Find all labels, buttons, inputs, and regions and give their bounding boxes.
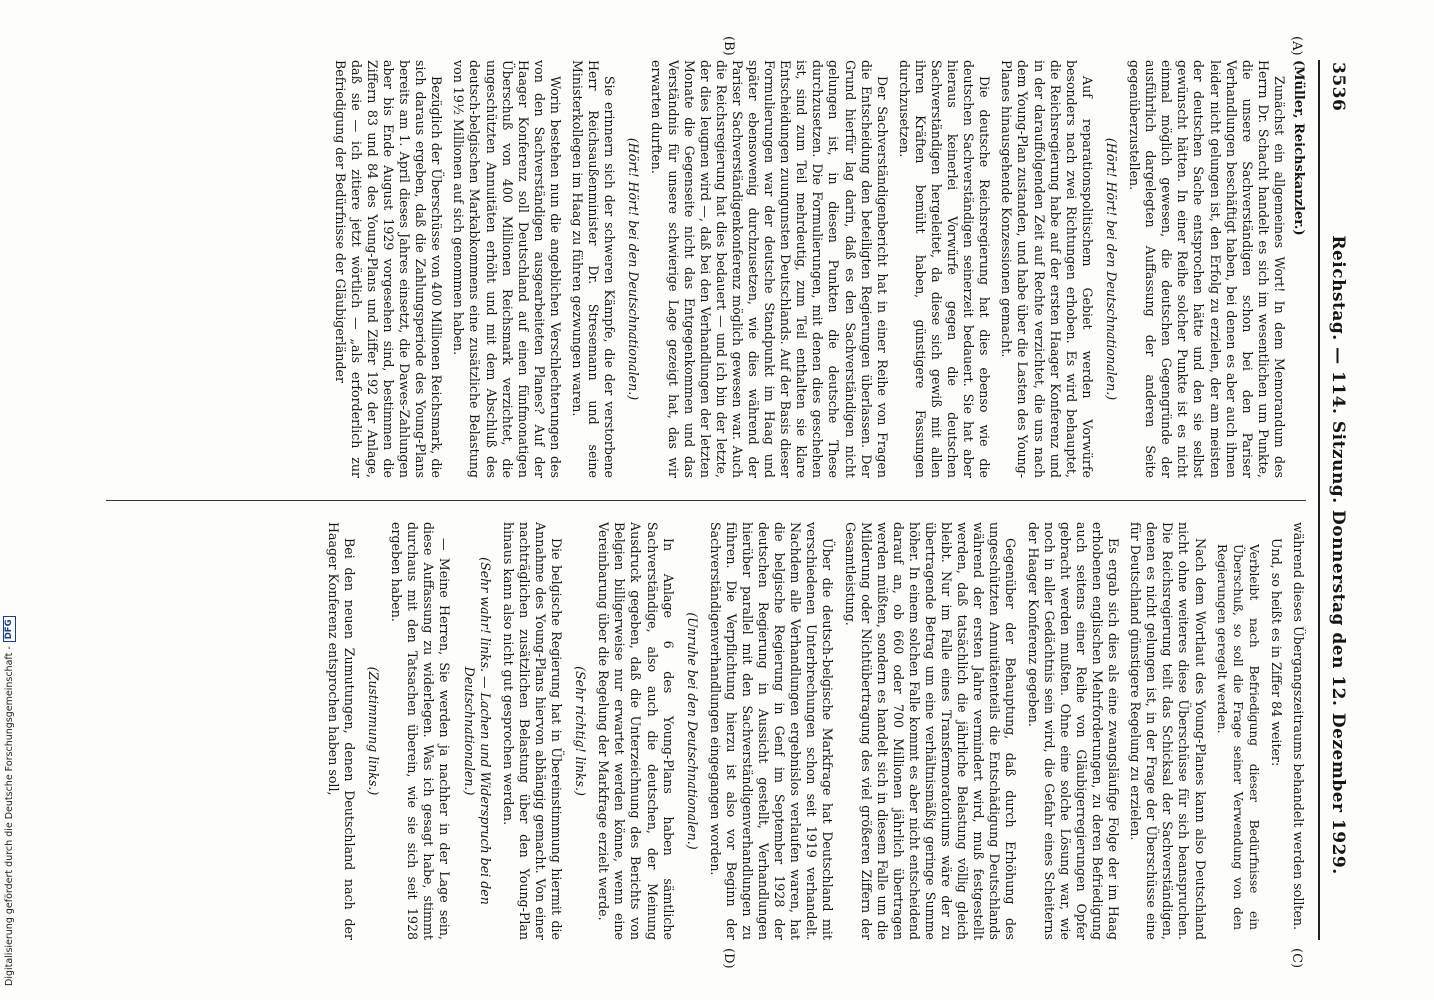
document-page xyxy=(98,36,1352,969)
interjection-note: (Zustimmung links.) xyxy=(366,666,382,796)
text-paragraph: Über die deutsch-belgische Markfrage hat Deutschland mit verschiedenen Unterbrechungen schon seit 1919 verhandelt. Nachdem alle Verhandlungen ergebnislos verlaufen waren, hat die belgische Regierung in Genf im September 1928 der deutschen Regierung in Aussicht gestellt, Verhandlungen hierüber parallel mit den Sachverständigenverhandlungen zu führen. Die Verpflichtung hierzu ist also vor Beginn der Sachverständigenverhandlungen eingegangen worden. xyxy=(707,522,836,940)
text-paragraph: während dieses Übergangszeitraums behandelt werden sollten. xyxy=(1291,522,1306,931)
header-rule xyxy=(1318,60,1320,940)
quoted-passage: Verbleibt nach Befriedigung dieser Bedürfnisse ein Überschuß, so soll die Frage seiner Verwendung von den Regierungen geregelt werden. xyxy=(1214,544,1261,930)
running-header xyxy=(1322,60,1352,940)
interjection-note: (Hört! Hört! bei den Deutschnationalen.) xyxy=(626,137,642,401)
text-paragraph: Und, so heißt es in Ziffer 84 weiter: xyxy=(1268,538,1284,767)
text-paragraph: Es ergab sich dies als eine zwangsläufige Folge der im Haag erhobenen englischen Mehrforderungen, zu deren Befriedigung auch seitens einer Reihe von Gläubigerregierungen Opfer gebracht werden mußten. Ohne eine solche Lösung war, wie noch in aller Gedächtnis sein wird, die Gefahr eines Scheiterns der Haager Konferenz gegeben. xyxy=(1025,522,1122,940)
text-paragraph: Worin bestehen nun die angeblichen Verschlechterungen des von den Sachverständigen ausgearbeiteten Planes? Auf der Haager Konferenz soll Deutschland auf einen fünfmonatigen Überschuß von 400 Millionen Reichsmark verzichtet, die ungeschützten Annuitäten erhöht und mit dem Abschluß des deutsch-belgischen Markabkommens eine zusätzliche Belastung von 19½ Millionen auf sich genommen haben. xyxy=(451,60,563,478)
text-paragraph: Bezüglich der Überschüsse von 400 Millionen Reichsmark, die sich daraus ergeben, daß die Zahlungsperiode des Young-Plans bereits am 1. April dieses Jahres einsetzt, die Dawes-Zahlungen aber bis Ende August 1929 vorgesehen sind, bestimmen die Ziffern 83 und 84 des Young-Plans und Ziffer 192 der Anlage, daß sie — ich zitiere jetzt wörtlich — „als erforderlich zur Befriedigung der Bedürfnisse der Gläubigerländer xyxy=(332,60,445,478)
credit-text: Digitalisierung gefördert durch die Deutsche Forschungsgemeinschaft - xyxy=(4,646,15,986)
speaker-label: (Müller, Reichskanzler.) xyxy=(1291,60,1306,236)
column-divider xyxy=(106,500,1306,501)
margin-marker-a: (A) xyxy=(1289,36,1304,56)
header-title: Reichstag. — 114. Sitzung. Donnerstag den 12. Dezember 1929. xyxy=(1328,235,1348,875)
text-paragraph: Die deutsche Reichsregierung hat dies ebenso wie die deutschen Sachverständigen seinerzeit bedauert. Sie hat aber hieraus keinerlei Vorwürfe gegen die deutschen Sachverständigen hergeleitet, da diese sich gewiß mit allen ihren Kräften bemüht haben, günstigere Fassungen durchzusetzen. xyxy=(896,60,993,478)
text-paragraph: Der Sachverständigenbericht hat in einer Reihe von Fragen die Entscheidung den beteiligten Regierungen überlassen. Der Grund hierfür lag darin, daß es den Sachverständigen nicht gelungen ist, in diesen Punkten die deutsche These durchzusetzen. Die Formulierungen, mit denen dies geschehen ist, sind zum Teil mehrdeutig, zum Teil enthalten sie klare Entscheidungen zuungunsten Deutschlands. Auf der Basis dieser Formulierungen war der deutsche Standpunkt im Haag und später ebensowenig durchzusetzen, wie dies während der Pariser Sachverständigenkonferenz möglich gewesen war. Auch die Reichsregierung hat dies bedauert — und ich bin der letzte, der dies leugnen wird —, daß bei den Verhandlungen der letzten Monate die Gegenseite nicht das Entgegenkommen und das Verständnis für unsere schwierige Lage gezeigt hat, das wir erwarten durften. xyxy=(649,60,890,478)
text-paragraph: Die belgische Regierung hat in Übereinstimmung hiermit die Annahme des Young-Plans hiervon abhängig gemacht. Von einer nachträglichen zusätzlichen Belastung über den Young-Plan hinaus kann also nicht gut gesprochen werden. xyxy=(500,522,565,940)
left-text-column xyxy=(106,60,1306,478)
text-paragraph: In Anlage 6 des Young-Plans haben sämtliche Sachverständige, also auch die deutschen, der Meinung Ausdruck gegeben, daß die Unterzeichnung des Berichts von Belgien billigerweise nur erwartet werden könne, wenn eine Vereinbarung über die Regelung der Markfrage erzielt werde. xyxy=(596,522,676,940)
margin-marker-d: (D) xyxy=(721,948,736,969)
text-paragraph: — Meine Herren, Sie werden ja nachher in der Lage sein, diese Auffassung zu widerlegen. Was ich gesagt habe, stimmt durchaus mit den Tatsachen überein, wie sie sich seit 1928 ergeben haben. xyxy=(389,522,453,940)
interjection-note: (Unruhe bei den Deutschnationalen.) xyxy=(684,612,700,850)
text-paragraph: Bei den neuen Zumutungen, denen Deutschland nach der Haager Konferenz entsprochen haben soll, xyxy=(325,522,358,940)
page-number: 3536 xyxy=(1328,62,1348,112)
margin-marker-c: (C) xyxy=(1289,948,1304,969)
text-paragraph: Sie erinnern sich der schweren Kämpfe, die der verstorbene Herr Reichsaußenminister Dr. Stresemann und seine Ministerkollegen im Haag zu führen gezwungen waren. xyxy=(570,60,618,478)
text-paragraph: Auf reparationspolitischem Gebiet werden Vorwürfe besonders nach zwei Richtungen erhoben. Es wird behauptet, die Reichsregierung habe auf der ersten Haager Konferenz und in der darauffolgenden Zeit auf Rechte verzichtet, die uns nach dem Young-Plan zustanden, und habe über die Lasten des Young-Planes hinausgehende Konzessionen gemacht. xyxy=(999,60,1095,478)
right-text-column xyxy=(106,522,1306,940)
margin-marker-b: (B) xyxy=(721,36,736,56)
interjection-note: (Sehr richtig! links.) xyxy=(573,666,589,796)
interjection-note: (Hört! Hört! bei den Deutschnationalen.) xyxy=(1103,137,1119,401)
interjection-note: (Sehr wahr! links. — Lachen und Widerspruch bei den Deutschnationalen.) xyxy=(461,557,493,905)
text-paragraph: Gegenüber der Behauptung, daß durch Erhöhung des ungeschützten Annuitätenteils die Entschädigung Deutschlands während der ersten Jahre vermindert wird, muß festgestellt werden, daß tatsächlich die jährliche Belastung völlig gleich bleibt. Nur im Falle eines Transfermoratoriums wäre der zu übertragende Betrag um eine verhältnismäßig geringe Summe höher. In einem solchen Falle kommt es aber nicht entscheidend darauf an, ob 660 oder 700 Millionen jährlich übertragen werden müßten, sondern es handelt sich in diesem Falle um die Milderung oder Nichtübertragung des viel größeren Ziffern der Gesamtleistung. xyxy=(842,522,1019,940)
text-paragraph: Zunächst ein allgemeines Wort! In dem Memorandum des Herrn Dr. Schacht handelt es sich im wesentlichen um Punkte, die unsere Sachverständigen schon bei den Pariser Verhandlungen beschäftigt haben, bei denen es aber auch ihnen leider nicht gelungen ist, den Erfolg zu erzielen, der am meisten der deutschen Sache entsprochen hätte und den sie selbst gewünscht hätten. In einer Reihe solcher Punkte ist es nicht einmal möglich gewesen, die deutschen Gegengründe der ausführlich dargelegten Auffassung der anderen Seite gegenüberzustellen. xyxy=(1127,60,1287,478)
dfg-logo: DFG xyxy=(3,616,16,642)
digitization-credit xyxy=(3,0,17,994)
text-paragraph: Nach dem Wortlaut des Young-Planes kann also Deutschland nicht ohne weiteres diese Überschüsse für sich beanspruchen. Die Reichsregierung teilt das Schicksal der Sachverständigen, denen es nicht gelungen ist, in der Frage der Überschüsse eine für Deutschland günstigere Regelung zu erzielen. xyxy=(1128,522,1208,940)
